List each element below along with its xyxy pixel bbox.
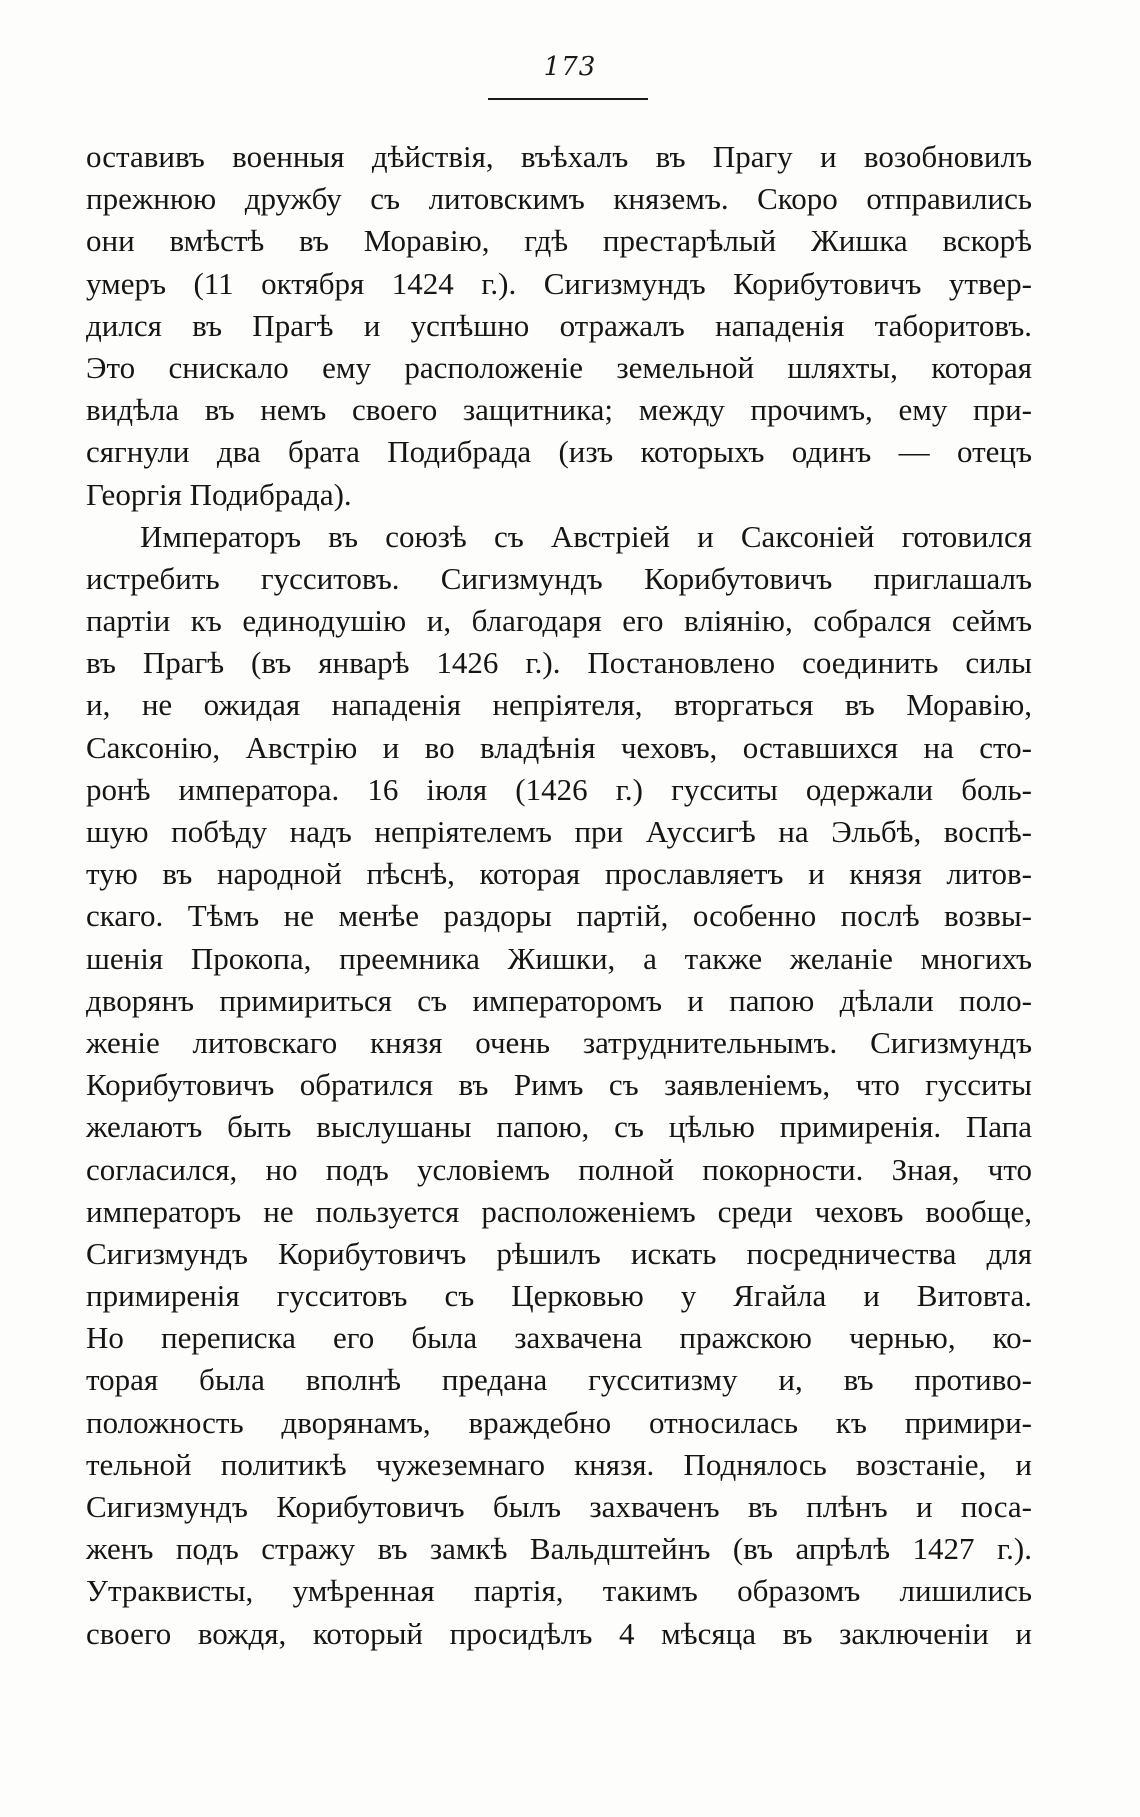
text-line: Сигизмундъ Корибутовичъ рѣшилъ искать посредничества для: [86, 1235, 1032, 1271]
text-line: положность дворянамъ, враждебно относилась къ примири-: [86, 1404, 1032, 1440]
text-line: согласился, но подъ условіемъ полной покорности. Зная, что: [86, 1151, 1032, 1187]
text-line: сягнули два брата Подибрада (изъ которыхъ одинъ — отецъ: [86, 434, 1032, 470]
text-line: шую побѣду надъ непріятелемъ при Ауссигѣ на Эльбѣ, воспѣ-: [86, 814, 1032, 849]
text-line: ронѣ императора. 16 іюля (1426 г.) гусситы одержали боль-: [86, 771, 1032, 807]
text-line: Но переписка его была захвачена пражскою чернью, ко-: [86, 1320, 1032, 1356]
text-line: скаго. Тѣмъ не менѣе раздоры партій, особенно послѣ возвы-: [86, 898, 1032, 934]
text-line: Корибутовичъ обратился въ Римъ съ заявленіемъ, что гусситы: [86, 1067, 1032, 1103]
text-line: Георгія Подибрада).: [86, 476, 352, 512]
text-line: своего вождя, который просидѣлъ 4 мѣсяца въ заключеніи и: [86, 1615, 1032, 1651]
paragraph-2: [86, 516, 1032, 1655]
text-line: дился въ Прагѣ и успѣшно отражалъ нападенія таборитовъ.: [86, 307, 1032, 343]
text-line: видѣла въ немъ своего защитника; между прочимъ, ему при-: [86, 392, 1032, 428]
text-line: тельной политикѣ чужеземнаго князя. Поднялось возстаніе, и: [86, 1446, 1032, 1482]
text-line: они вмѣстѣ въ Моравію, гдѣ престарѣлый Жишка вскорѣ: [86, 223, 1032, 259]
paragraph-1: [86, 136, 1032, 516]
text-line: въ Прагѣ (въ январѣ 1426 г.). Постановлено соединить силы: [86, 645, 1032, 681]
text-line: и, не ожидая нападенія непріятеля, вторгаться въ Моравію,: [86, 687, 1032, 723]
text-line: тую въ народной пѣснѣ, которая прославляетъ и князя литов-: [86, 856, 1032, 892]
text-line: Саксонію, Австрію и во владѣнія чеховъ, оставшихся на сто-: [86, 729, 1032, 765]
text-line: женъ подъ стражу въ замкѣ Вальдштейнъ (въ апрѣлѣ 1427 г.).: [86, 1531, 1032, 1567]
text-line: примиренія гусситовъ съ Церковью у Ягайла и Витовта.: [86, 1278, 1032, 1314]
text-line: Это снискало ему расположеніе земельной шляхты, которая: [86, 349, 1032, 385]
text-line: Сигизмундъ Корибутовичъ былъ захваченъ въ плѣнъ и поса-: [86, 1489, 1032, 1524]
text-line: желаютъ быть выслушаны папою, съ цѣлью примиренія. Папа: [86, 1109, 1032, 1145]
header-rule: [488, 98, 648, 100]
text-line: дворянъ примириться съ императоромъ и папою дѣлали поло-: [86, 982, 1032, 1018]
text-line: истребить гусситовъ. Сигизмундъ Корибутовичъ приглашалъ: [86, 560, 1032, 596]
text-line: умеръ (11 октября 1424 г.). Сигизмундъ Корибутовичъ утвер-: [86, 265, 1032, 301]
text-line: Императоръ въ союзѣ съ Австріей и Саксоніей готовился: [140, 518, 1032, 554]
text-line: императоръ не пользуется расположеніемъ среди чеховъ вообще,: [86, 1193, 1032, 1229]
text-line: оставивъ военныя дѣйствія, въѣхалъ въ Прагу и возобновилъ: [86, 139, 1032, 174]
page-number: 173: [543, 52, 597, 82]
text-line: прежнюю дружбу съ литовскимъ княземъ. Скоро отправились: [86, 181, 1032, 217]
body-text: [86, 136, 1032, 1655]
text-line: партіи къ единодушію и, благодаря его вліянію, собрался сеймъ: [86, 603, 1032, 639]
text-line: Утраквисты, умѣренная партія, такимъ образомъ лишились: [86, 1573, 1032, 1609]
text-line: женіе литовскаго князя очень затруднительнымъ. Сигизмундъ: [86, 1024, 1032, 1060]
text-line: торая была вполнѣ предана гусситизму и, въ противо-: [86, 1362, 1032, 1398]
text-line: шенія Прокопа, преемника Жишки, а также желаніе многихъ: [86, 940, 1032, 976]
